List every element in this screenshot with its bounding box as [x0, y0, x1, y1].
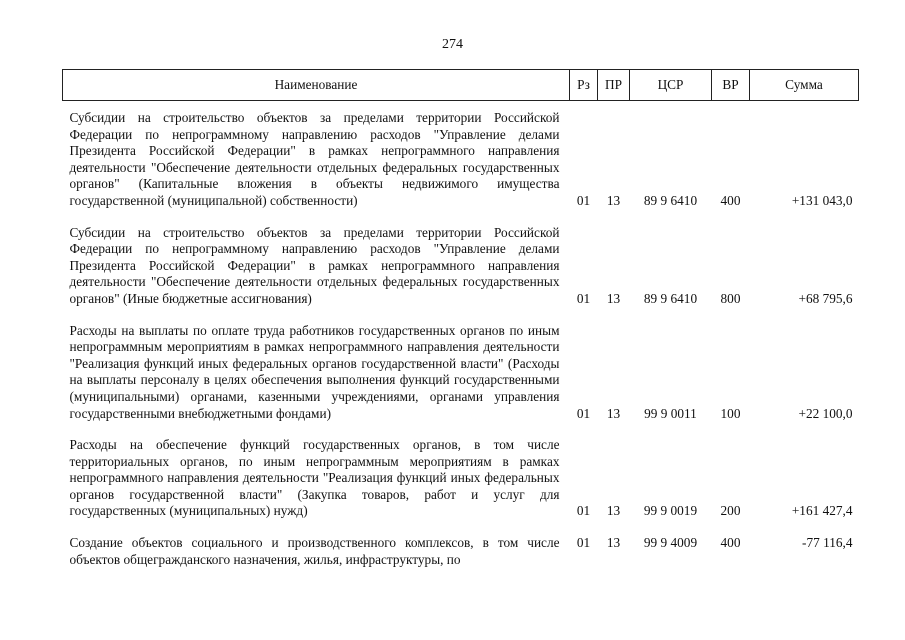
table-row: [63, 428, 859, 526]
row-sum: -77 116,4: [802, 535, 853, 551]
column-header-sum: Сумма: [750, 70, 859, 101]
row-sum: +22 100,0: [798, 405, 853, 421]
row-name: Субсидии на строительство объектов за пределами территории Российской Федерации по непрограммному направлению расходов "Управление делами Президента Российской Федерации" в рамках непрограммного направления деятельности "Обеспечение деятельности отдельных федеральных государственных органов" (Иные бюджетные ассигнования): [69, 224, 560, 306]
table-row: [63, 526, 859, 574]
row-sum: +131 043,0: [791, 192, 853, 208]
row-name: Расходы на обеспечение функций государственных органов, в том числе территориальных органов, по иным непрограммным мероприятиям в рамках непрограммного направления деятельности "Реализация функций иных федеральных органов государственной власти" (Закупка товаров, работ и услуг для государственных (муниципальных) нужд): [69, 437, 560, 519]
row-vr: 400: [720, 192, 741, 208]
row-vr: 400: [720, 535, 741, 551]
row-rz: 01: [576, 503, 591, 519]
column-header-rz: Рз: [570, 70, 598, 101]
column-header-vr: ВР: [712, 70, 750, 101]
table-header-row: [63, 70, 859, 101]
column-header-name: Наименование: [63, 70, 570, 101]
row-sum: +161 427,4: [791, 503, 853, 519]
row-vr: 200: [720, 503, 741, 519]
row-csr: 89 9 6410: [643, 192, 698, 208]
row-csr: 99 9 0019: [643, 503, 698, 519]
row-rz: 01: [576, 535, 591, 551]
row-pr: 13: [606, 192, 621, 208]
row-vr: 100: [720, 405, 741, 421]
row-pr: 13: [606, 535, 621, 551]
row-pr: 13: [606, 405, 621, 421]
row-sum: +68 795,6: [798, 290, 853, 306]
page-number: 274: [442, 37, 463, 52]
table-row: [63, 314, 859, 429]
row-pr: 13: [606, 290, 621, 306]
column-header-pr: ПР: [598, 70, 630, 101]
row-csr: 99 9 4009: [643, 535, 698, 551]
row-name: Расходы на выплаты по оплате труда работников государственных органов по иным непрограммным мероприятиям в рамках непрограммного направления деятельности "Реализация функций иных федеральных органов государственной власти" (Расходы на выплаты персоналу в целях обеспечения выполнения функций государственными (муниципальными) органами, казенными учреждениями, органами управления государственными внебюджетными фондами): [69, 322, 560, 421]
row-rz: 01: [576, 192, 591, 208]
row-vr: 800: [720, 290, 741, 306]
row-csr: 99 9 0011: [644, 405, 697, 421]
row-name: Создание объектов социального и производственного комплексов, в том числе объектов общегражданского назначения, жилья, инфраструктуры, по: [69, 535, 560, 567]
column-header-csr: ЦСР: [630, 70, 712, 101]
row-pr: 13: [606, 503, 621, 519]
row-name: Субсидии на строительство объектов за пределами территории Российской Федерации по непрограммному направлению расходов "Управление делами Президента Российской Федерации" в рамках непрограммного направления деятельности "Обеспечение деятельности отдельных федеральных государственных органов" (Капитальные вложения в объекты недвижимого имущества государственной (муниципальной) собственности): [69, 110, 560, 208]
row-csr: 89 9 6410: [643, 290, 698, 306]
row-rz: 01: [576, 290, 591, 306]
budget-table: [62, 69, 859, 574]
row-rz: 01: [576, 405, 591, 421]
table-row: [63, 216, 859, 314]
table-row: [63, 101, 859, 216]
